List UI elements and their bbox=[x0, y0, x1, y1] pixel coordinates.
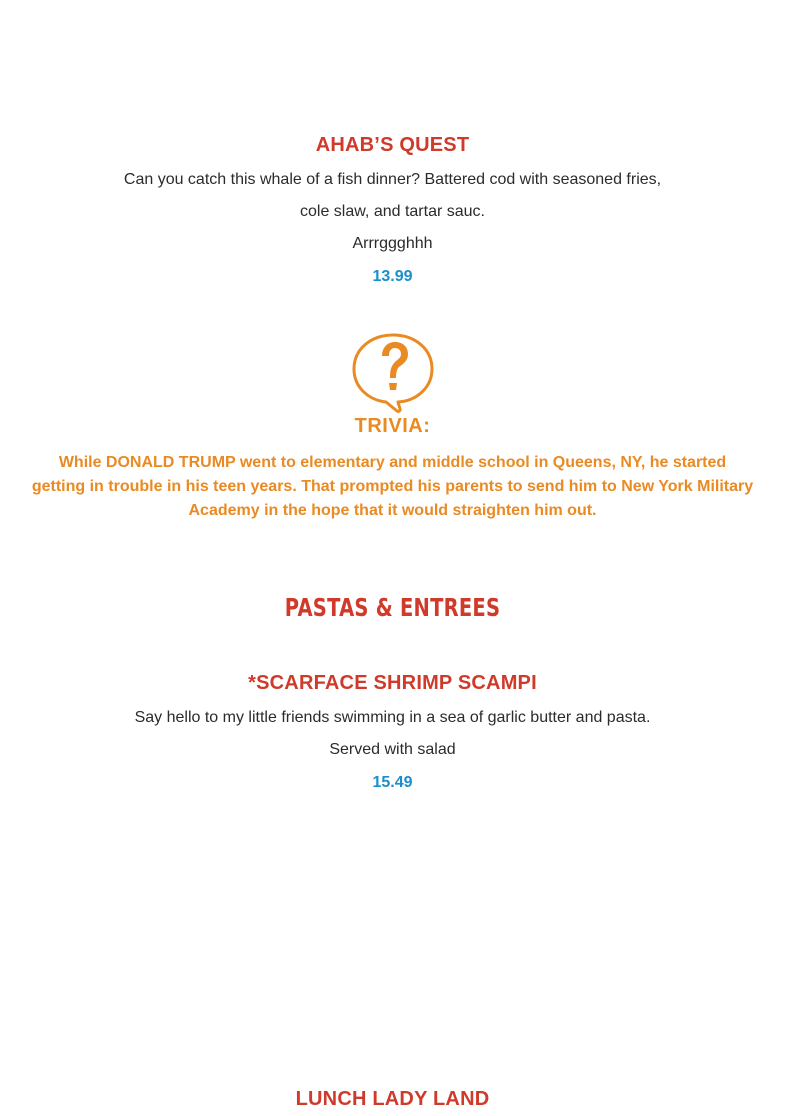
menu-item-description: cole slaw, and tartar sauc. bbox=[300, 203, 485, 220]
menu-item-price: 15.49 bbox=[372, 774, 413, 791]
menu-item-description: Arrrggghhh bbox=[352, 235, 433, 252]
menu-item-description: Say hello to my little friends swimming in a sea of garlic butter and pasta. bbox=[134, 709, 651, 726]
menu-item-price: 13.99 bbox=[372, 268, 413, 285]
section-title: PASTAS & ENTREES bbox=[284, 593, 501, 622]
menu-item-description: Can you catch this whale of a fish dinner? Battered cod with seasoned fries, bbox=[123, 171, 662, 188]
trivia-title: TRIVIA: bbox=[354, 415, 431, 437]
menu-item-title: LUNCH LADY LAND bbox=[295, 1088, 490, 1110]
menu-item-description: Served with salad bbox=[329, 741, 456, 758]
menu-item-title: *SCARFACE SHRIMP SCAMPI bbox=[248, 672, 537, 694]
question-bubble-icon bbox=[351, 332, 435, 414]
trivia-text: While DONALD TRUMP went to elementary and middle school in Queens, NY, he started getting in trouble in his teen years. That prompted his parents to send him to New York Military Academy in the hope that it would straighten him out. bbox=[31, 454, 754, 519]
menu-item-title: AHAB’S QUEST bbox=[315, 134, 470, 156]
